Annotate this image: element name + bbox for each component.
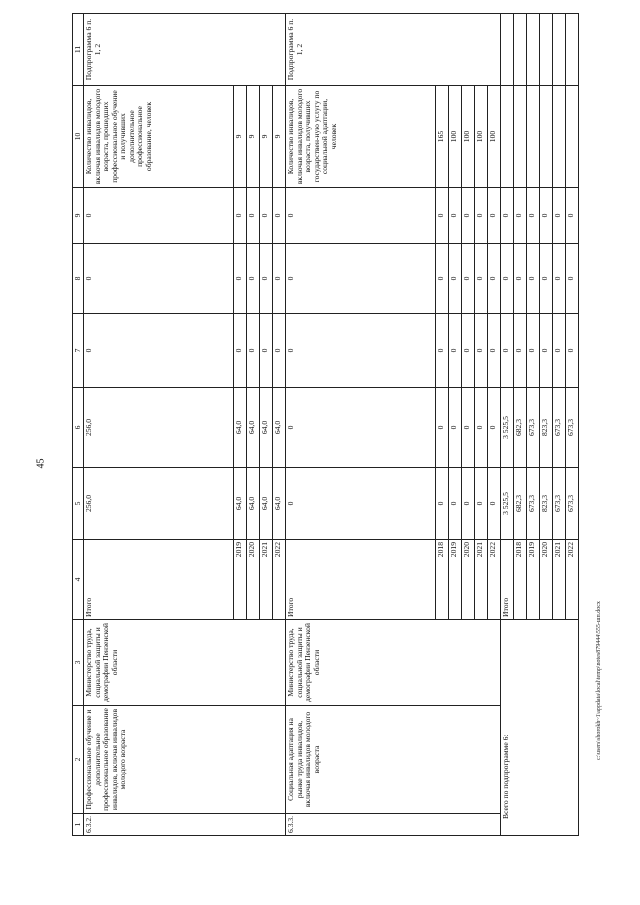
cell: 0: [436, 188, 449, 244]
header-cell: 11: [73, 14, 84, 86]
cell: 0: [286, 388, 436, 468]
cell: 823,3: [540, 388, 553, 468]
table-row: [84, 14, 234, 836]
cell: 0: [475, 188, 488, 244]
total-label-subprogram: Всего по подпрограмме 6:: [501, 620, 579, 836]
cell: 0: [273, 188, 286, 244]
cell: 64,0: [247, 468, 260, 540]
cell: 0: [260, 314, 273, 388]
header-cell: 10: [73, 86, 84, 188]
cell: 9: [273, 86, 286, 188]
cell: 0: [234, 188, 247, 244]
cell: 0: [260, 244, 273, 314]
cell: 0: [273, 244, 286, 314]
cell: 0: [247, 314, 260, 388]
header-cell: 5: [73, 468, 84, 540]
cell: 0: [436, 244, 449, 314]
cell: 0: [501, 188, 514, 244]
cell: 0: [488, 388, 501, 468]
cell: 0: [234, 244, 247, 314]
cell: 0: [475, 314, 488, 388]
year-cell: 2022: [273, 540, 286, 620]
year-cell: 2021: [260, 540, 273, 620]
cell: 64,0: [260, 388, 273, 468]
cell: 673,3: [566, 468, 579, 540]
year-cell: 2021: [475, 540, 488, 620]
cell: 64,0: [234, 468, 247, 540]
cell: 0: [436, 314, 449, 388]
program-ref: Подпрограмма 6 п. 1, 2: [84, 14, 286, 86]
total-label: Итого: [286, 540, 436, 620]
cell: 0: [553, 188, 566, 244]
cell: 0: [286, 188, 436, 244]
cell: [540, 86, 553, 188]
cell: 0: [540, 314, 553, 388]
cell: 0: [501, 314, 514, 388]
program-ref: Подпрограмма 6 п. 1, 2: [286, 14, 501, 86]
header-cell: 6: [73, 388, 84, 468]
year-cell: 2020: [540, 540, 553, 620]
header-cell: 1: [73, 814, 84, 836]
cell: 0: [462, 188, 475, 244]
cell: 256,0: [84, 468, 234, 540]
cell: 0: [286, 314, 436, 388]
year-cell: 2019: [527, 540, 540, 620]
year-cell: 2019: [234, 540, 247, 620]
header-cell: 2: [73, 706, 84, 814]
cell: 0: [260, 188, 273, 244]
rotated-table-frame: [72, 14, 575, 836]
cell: [527, 14, 540, 86]
year-cell: 2020: [462, 540, 475, 620]
cell: 0: [449, 244, 462, 314]
page-number: 45: [35, 458, 47, 469]
cell: 682,3: [514, 468, 527, 540]
year-cell: 2018: [514, 540, 527, 620]
cell: 0: [488, 468, 501, 540]
cell: 0: [273, 314, 286, 388]
cell: 0: [84, 314, 234, 388]
cell: 673,3: [527, 468, 540, 540]
cell: 0: [475, 244, 488, 314]
cell: [566, 86, 579, 188]
cell: 100: [462, 86, 475, 188]
cell: 0: [462, 388, 475, 468]
cell: 0: [247, 244, 260, 314]
cell: [566, 14, 579, 86]
cell: 100: [449, 86, 462, 188]
total-label: Итого: [84, 540, 234, 620]
cell: 64,0: [273, 468, 286, 540]
cell: [501, 14, 514, 86]
cell: 0: [527, 314, 540, 388]
header-row: [73, 14, 84, 836]
cell: 0: [514, 188, 527, 244]
cell: 0: [488, 314, 501, 388]
header-cell: 8: [73, 244, 84, 314]
cell: 0: [475, 468, 488, 540]
cell: 0: [514, 314, 527, 388]
footer-file-path: c:\users\shorokh~1\appdata\local\temp\notes879444\555-шп.docx: [596, 601, 602, 760]
cell: 256,0: [84, 388, 234, 468]
item-name: Профессиональное обучение и дополнительное профессиональное образование инвалидов, включая инвалидов молодого возраста: [84, 706, 286, 814]
cell: 0: [462, 244, 475, 314]
cell: [540, 14, 553, 86]
cell: 0: [540, 188, 553, 244]
cell: 0: [553, 244, 566, 314]
cell: 0: [462, 468, 475, 540]
cell: [501, 86, 514, 188]
header-cell: 3: [73, 620, 84, 706]
cell: 9: [260, 86, 273, 188]
cell: [514, 14, 527, 86]
year-cell: 2020: [247, 540, 260, 620]
cell: 9: [234, 86, 247, 188]
cell: 64,0: [247, 388, 260, 468]
cell: 0: [84, 244, 234, 314]
cell: 64,0: [260, 468, 273, 540]
cell: 673,3: [527, 388, 540, 468]
cell: 0: [286, 468, 436, 540]
cell: [514, 86, 527, 188]
item-number: 6.3.2.: [84, 814, 286, 836]
cell: 823,3: [540, 468, 553, 540]
cell: 0: [449, 188, 462, 244]
cell: 0: [488, 188, 501, 244]
cell: 64,0: [273, 388, 286, 468]
cell: 0: [449, 388, 462, 468]
cell: 3 525,5: [501, 468, 514, 540]
cell: 100: [475, 86, 488, 188]
table-row: [286, 14, 436, 836]
cell: 165: [436, 86, 449, 188]
item-ministry: Министерство труда, социальной защиты и демографии Пензенской области: [286, 620, 501, 706]
indicator: Количество инвалидов, включая инвалидов молодого возраста, получивших государствен-ную услугу по социальной адаптации, человек: [286, 86, 436, 188]
cell: 0: [566, 188, 579, 244]
total-label: Итого: [501, 540, 514, 620]
cell: 3 525,5: [501, 388, 514, 468]
cell: 0: [475, 388, 488, 468]
table-row: [501, 14, 514, 836]
cell: [553, 14, 566, 86]
cell: 0: [553, 314, 566, 388]
header-cell: 9: [73, 188, 84, 244]
cell: [553, 86, 566, 188]
year-cell: 2022: [488, 540, 501, 620]
cell: 0: [540, 244, 553, 314]
cell: [527, 86, 540, 188]
cell: 0: [436, 468, 449, 540]
cell: 0: [436, 388, 449, 468]
header-cell: 7: [73, 314, 84, 388]
year-cell: 2021: [553, 540, 566, 620]
cell: 0: [527, 188, 540, 244]
cell: 0: [247, 188, 260, 244]
year-cell: 2018: [436, 540, 449, 620]
cell: 0: [449, 468, 462, 540]
subprogram-table: [72, 13, 579, 836]
item-ministry: Министерство труда, социальной защиты и демографии Пензенской области: [84, 620, 286, 706]
cell: 0: [462, 314, 475, 388]
item-number: 6.3.3.: [286, 814, 501, 836]
cell: 673,3: [553, 468, 566, 540]
cell: 64,0: [234, 388, 247, 468]
cell: 0: [566, 314, 579, 388]
header-cell: 4: [73, 540, 84, 620]
year-cell: 2022: [566, 540, 579, 620]
cell: 0: [501, 244, 514, 314]
cell: 682,3: [514, 388, 527, 468]
cell: 0: [234, 314, 247, 388]
cell: 0: [449, 314, 462, 388]
cell: 0: [566, 244, 579, 314]
cell: 0: [514, 244, 527, 314]
cell: 673,3: [553, 388, 566, 468]
item-name: Социальная адаптация на рынке труда инвалидов, включая инвалидов молодого возраста: [286, 706, 501, 814]
cell: 0: [488, 244, 501, 314]
cell: 673,3: [566, 388, 579, 468]
cell: 0: [84, 188, 234, 244]
year-cell: 2019: [449, 540, 462, 620]
indicator: Количество инвалидов, включая инвалидов молодого возраста, прошедших профессиональное обучение и получивших дополнительное профессиональное образование, человек: [84, 86, 234, 188]
cell: 9: [247, 86, 260, 188]
cell: 0: [286, 244, 436, 314]
cell: 0: [527, 244, 540, 314]
cell: 100: [488, 86, 501, 188]
